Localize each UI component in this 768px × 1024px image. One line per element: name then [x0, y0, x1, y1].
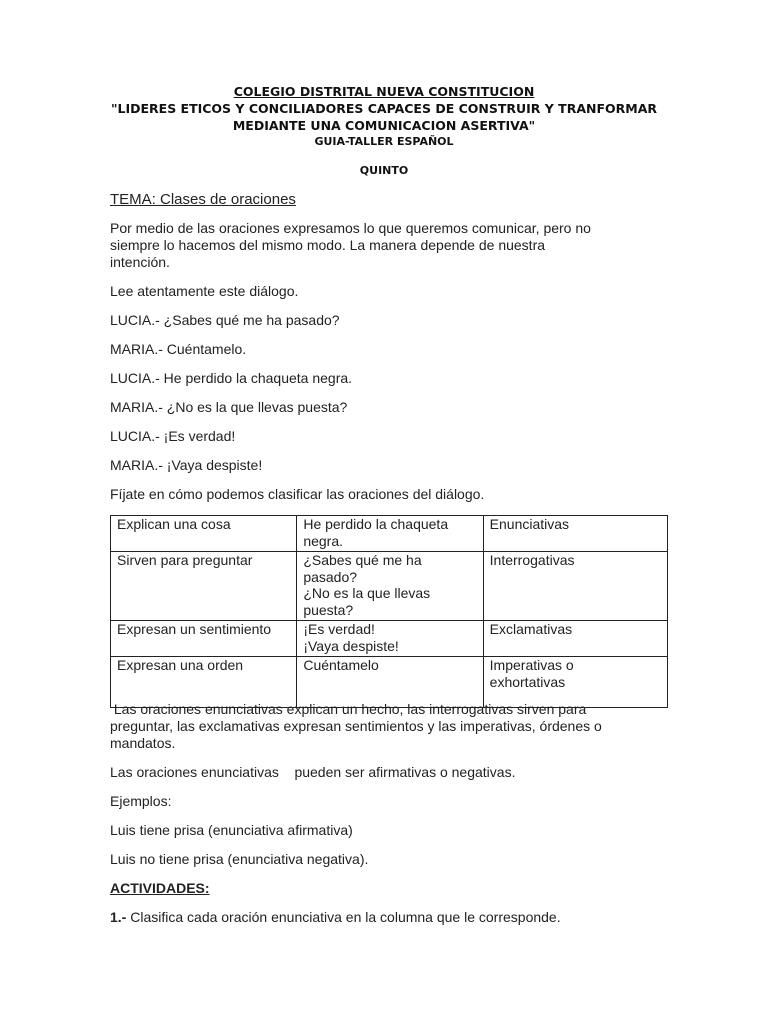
cell-text: Exclamativas	[489, 621, 573, 637]
table-cell-type	[483, 516, 667, 552]
read-prompt: Lee atentamente este diálogo.	[110, 283, 299, 299]
example-affirmative: Luis tiene prisa (enunciativa afirmativa)	[110, 822, 353, 838]
activity-number: 1.-	[110, 909, 127, 925]
table-row	[111, 657, 668, 708]
cell-text: puesta?	[303, 601, 354, 618]
cell-text: ¡Vaya despiste!	[303, 637, 399, 654]
school-motto-line-1: "LIDERES ETICOS Y CONCILIADORES CAPACES DE CONSTRUIR Y TRANFORMAR	[110, 101, 657, 116]
activity-text: Clasifica cada oración enunciativa en la columna que le corresponde.	[126, 909, 561, 925]
summary-line-2: preguntar, las exclamativas expresan sentimientos y las imperativas, órdenes o	[110, 718, 602, 734]
cell-text: He perdido la chaqueta	[303, 516, 449, 532]
cell-text: pasado?	[303, 568, 358, 585]
sentence-types-table	[110, 515, 668, 708]
table-cell-examples	[297, 657, 483, 708]
table-cell-type	[483, 657, 667, 708]
cell-text: Cuéntamelo	[303, 657, 379, 673]
cell-text: negra.	[303, 532, 344, 549]
table-cell-examples	[297, 621, 483, 657]
dialogue-line: MARIA.- Cuéntamelo.	[110, 341, 247, 357]
cell-text: ¿No es la que llevas	[303, 585, 431, 601]
dialogue-line: LUCIA.- ¿Sabes qué me ha pasado?	[110, 312, 340, 328]
table-cell-examples	[297, 516, 483, 552]
cell-text: ¡Es verdad!	[303, 621, 375, 637]
table-cell-description	[111, 552, 297, 621]
summary-line-1: Las oraciones enunciativas explican un hecho, las interrogativas sirven para	[110, 701, 587, 717]
classify-prompt: Fíjate en cómo podemos clasificar las oraciones del diálogo.	[110, 486, 485, 502]
cell-text: Explican una cosa	[117, 516, 231, 532]
school-name: COLEGIO DISTRITAL NUEVA CONSTITUCION	[233, 84, 535, 99]
intro-line-3: intención.	[110, 254, 170, 270]
cell-text: Sirven para preguntar	[117, 552, 253, 568]
grade-label: QUINTO	[359, 164, 409, 177]
cell-text: Imperativas o	[489, 657, 574, 673]
dialogue-line: LUCIA.- ¡Es verdad!	[110, 428, 236, 444]
cell-text: ¿Sabes qué me ha	[303, 552, 422, 568]
table-cell-examples	[297, 552, 483, 621]
table-cell-description	[111, 516, 297, 552]
examples-label: Ejemplos:	[110, 793, 172, 809]
cell-text: Expresan un sentimiento	[117, 621, 272, 637]
summary-line-3: mandatos.	[110, 735, 176, 751]
dialogue-line: MARIA.- ¿No es la que llevas puesta?	[110, 399, 348, 415]
cell-text: exhortativas	[489, 673, 566, 690]
table-cell-description	[111, 621, 297, 657]
activities-title: ACTIVIDADES:	[110, 880, 210, 896]
intro-line-1: Por medio de las oraciones expresamos lo que queremos comunicar, pero no	[110, 220, 591, 236]
guide-title: GUIA-TALLER ESPAÑOL	[314, 135, 454, 148]
table-row	[111, 516, 668, 552]
cell-text: Expresan una orden	[117, 657, 244, 673]
cell-text: Enunciativas	[489, 516, 570, 532]
intro-line-2: siempre lo hacemos del mismo modo. La manera depende de nuestra	[110, 237, 546, 253]
dialogue-line: MARIA.- ¡Vaya despiste!	[110, 457, 263, 473]
table-cell-type	[483, 552, 667, 621]
table-cell-description	[111, 657, 297, 708]
table-row	[111, 552, 668, 621]
dialogue-line: LUCIA.- He perdido la chaqueta negra.	[110, 370, 353, 386]
school-motto-line-2: MEDIANTE UNA COMUNICACION ASERTIVA"	[232, 118, 536, 133]
activity-1	[110, 909, 670, 927]
table-cell-type	[483, 621, 667, 657]
topic-title: TEMA: Clases de oraciones	[110, 191, 296, 208]
example-negative: Luis no tiene prisa (enunciativa negativa).	[110, 851, 369, 867]
enunciativas-note: Las oraciones enunciativas pueden ser afirmativas o negativas.	[110, 764, 516, 780]
table-row	[111, 621, 668, 657]
cell-text: Interrogativas	[489, 552, 575, 568]
